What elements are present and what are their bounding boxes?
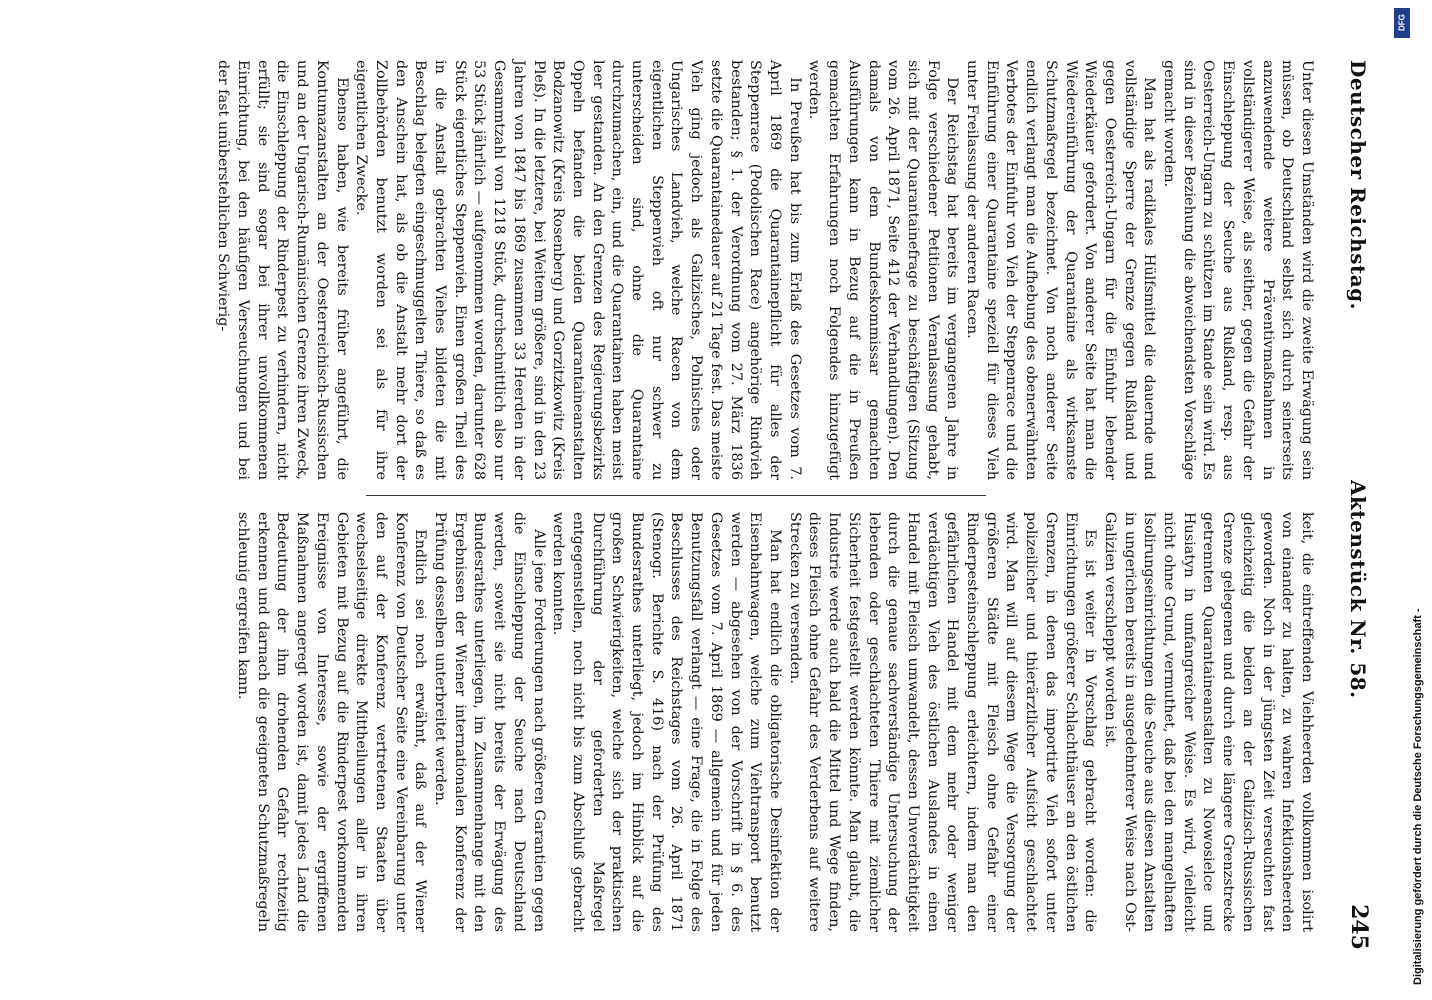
paragraph: Unter diesen Umständen wird die zweite Erwägung sein müssen, ob Deutschland selbst sich durch seinerseits anzuwendende weitere Präventivmaßnahmen in vollständigerer Weise, als seither, gegen die Gefahr der Einschleppung der Seuche aus Rußland, resp. aus Oesterreich-Ungarn zu schützen im Stande sein wird. Es sind in dieser Beziehung die abweichendsten Vorschläge gemacht worden. bbox=[1161, 60, 1315, 480]
dfg-logo: DFG bbox=[1394, 8, 1410, 38]
paragraph: Der Reichstag hat bereits im vergangenen Jahre in Folge verschiedener Petitionen Veranlassung gehabt, sich mit der Quarantainefrage zu beschäftigen (Sitzung vom 26. April 1871, Seite 412 der Verhandlungen). Den damals von dem Bundeskommissar gemachten Ausführungen kann in Bezug auf die in Preußen gemachten Erfahrungen noch Folgendes hinzugefügt werden. bbox=[806, 60, 961, 480]
paragraph: Man hat als radikales Hülfsmittel die dauernde und vollständige Sperre der Grenze gegen Rußland und gegen Oesterreich-Ungarn für die Einfuhr lebender Wiederkäuer gefordert. Von anderer Seite hat man die Wiedereinführung der Quarantaine als wirksamste Schutzmaßregel bezeichnet. Von noch anderer Seite endlich verlangt man die Aufhebung des obenerwähnten Verbotes der Einfuhr von Vieh der Steppenrace und die Einführung einer Quarantaine speziell für dieses Vieh unter Freilassung der anderen Racen. bbox=[964, 60, 1158, 480]
page-header bbox=[1336, 60, 1376, 950]
paragraph: Ebenso haben, wie bereits früher angeführt, die Kontumazanstalten an der Oesterreichisch-Russischen und an der Ungarisch-Rumänischen Grenze ihren Zweck, die Einschleppung der Rinderpest zu verhindern, nicht erfüllt; sie sind sogar bei ihrer unvollkommenen Einrichtung, bei den häufigen Verseuchungen und bei der fast unüberstehlichen Schwierig- bbox=[215, 60, 350, 480]
page-number: 245 bbox=[1346, 904, 1372, 950]
digitization-credit bbox=[1380, 0, 1432, 1000]
digitization-credit-text: Digitalisierung gefördert durch die Deutsche Forschungsgemeinschaft - bbox=[1412, 608, 1424, 985]
running-head-chapter: Deutscher Reichstag. bbox=[1346, 60, 1370, 311]
paragraph: Man hat endlich die obligatorische Desinfektion der Eisenbahnwagen, welche zum Viehtransport benutzt werden — abgesehen von der Vorschrift in § 6. des Gesetzes vom 7. April 1869 — allgemein und für jeden Benutzungsfall verlangt — eine Frage, die in Folge des Beschlusses des Reichstages vom 26. April 1871 (Stenogr. Berichte S. 416) nach der Prüfung des Bundesrathes unterliegt, jedoch im Hinblick auf die großen Schwierigkeiten, welche sich der praktischen Durchführung der geforderten Maßregel entgegenstellen, noch nicht bis zum Abschluß gebracht werden konnten. bbox=[550, 512, 784, 932]
paragraph: Es ist weiter in Vorschlag gebracht worden: die Einrichtungen größerer Schlachthäuser an den östlichen Grenzen, in denen das importirte Vieh sofort unter polizeilicher und thierärztlicher Aufsicht geschlachtet wird. Man will auf diesem Wege die Versorgung der größeren Städte mit Fleisch ohne Gefahr einer Rinderpesteinschleppung erleichtern, indem man den gefährlichen Handel mit dem mehr oder weniger verdächtigen Vieh des östlichen Auslandes in einen Handel mit Fleisch umwandelt, dessen Unverdächtigkeit durch die genaue sachverständige Untersuchung der lebenden oder geschlachteten Thiere mit ziemlicher Sicherheit festgestellt werden könnte. Man glaubt, die Industrie werde auch bald die Mittel und Wege finden, dieses Fleisch ohne Gefahr des Verderbens auf weitere Strecken zu versenden. bbox=[786, 512, 1099, 932]
right-text-column bbox=[235, 512, 1316, 932]
running-head-document: Aktenstück Nr. 58. bbox=[1346, 480, 1370, 699]
rotated-page-scan bbox=[56, 0, 1416, 1000]
column-divider bbox=[366, 495, 986, 496]
paragraph: Endlich sei noch erwähnt, daß auf der Wiener Konferenz von Deutscher Seite eine Vereinbarung unter den auf der Konferenz vertretenen Staaten über wechselseitige direkte Mittheilungen aller in ihren Gebieten mit Bezug auf die Rinderpest vorkommenden Ereignisse von Interesse, sowie der ergriffenen Maßnahmen angeregt worden ist, damit jedes Land die Bedeutung der ihm drohenden Gefahr rechtzeitig erkennen und darnach die geeigneten Schutzmaßregeln schleunig ergreifen kann. bbox=[235, 512, 429, 932]
paragraph: keit, die eintreffenden Viehheerden vollkommen isolirt von einander zu halten, zu wahren Infektionsheerden geworden. Noch in der jüngsten Zeit verseuchten fast gleichzeitig die beiden an der Galizisch-Russischen Grenze gelegenen und durch eine längere Grenzstrecke getrennten Quarantaineanstalten zu Nowosielce und Husiatyn in umfangreicher Weise. Es wird, vielleicht nicht ohne Grund, vermuthet, daß bei den mangelhaften Isolirungseinrichtungen die Seuche aus diesen Anstalten in ungerichen bereits in ausgedehnterer Weise nach Ost-Galizien verschleppt worden ist. bbox=[1101, 512, 1315, 932]
paragraph: In Preußen hat bis zum Erlaß des Gesetzes vom 7. April 1869 die Quarantainepflicht für alles der Steppenrace (Podolischen Race) angehörige Rindvieh bestanden; § 1. der Verordnung vom 27. März 1836 setzte die Quarantainedauer auf 21 Tage fest. Das meiste Vieh ging jedoch als Galizisches, Polnisches oder Ungarisches Landvieh, welche Racen von dem eigentlichen Steppenvieh oft nur schwer zu unterscheiden sind, ohne die Quarantaine durchzumachen, ein, und die Quarantainen haben meist leer gestanden. An den Grenzen des Regierungsbezirks Oppeln befanden die beiden Quarantaineanstalten Bodzanowitz (Kreis Rosenberg) und Gorzitzkowitz (Kreis Pleß). In die letztere, bei Weitem größere, sind in den 23 Jahren von 1847 bis 1869 zusammen 33 Heerden in der Gesammtzahl von 1218 Stück, durchschnittlich also nur 53 Stück jährlich — aufgenommen worden, darunter 628 Stück eigentliches Steppenvieh. Einen großen Theil des in die Anstalt gebrachten Viehes bildeten die mit Beschlag belegten eingeschmuggelten Thiere, so daß es den Anschein hat, als ob die Anstalt mehr dort der Zollbehörden benutzt worden sei als für ihre eigentlichen Zwecke. bbox=[353, 60, 803, 480]
left-text-column bbox=[76, 60, 1316, 480]
paragraph: Alle jene Forderungen nach größeren Garantien gegen die Einschleppung der Seuche nach Deutschland werden, soweit sie nicht bereits der Erwägung des Bundesrathes unterliegen, im Zusammenhange mit den Ergebnissen der Wiener internationalen Konferenz der Prüfung desselben unterbreitet werden. bbox=[432, 512, 547, 932]
